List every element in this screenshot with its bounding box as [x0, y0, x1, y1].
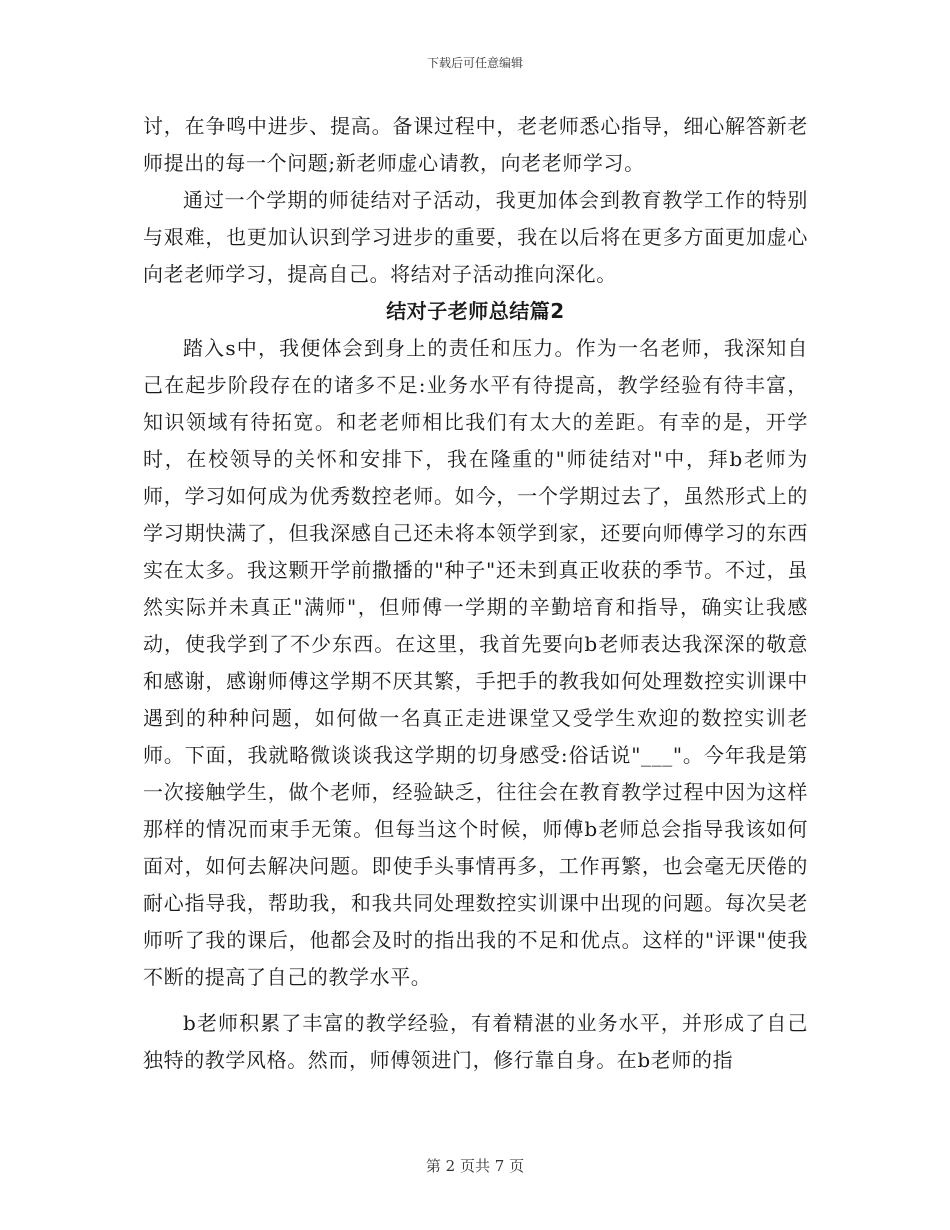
section-title: 结对子老师总结篇2: [386, 299, 565, 323]
document-body: [143, 108, 808, 1079]
page-footer: 第 2 页共 7 页: [425, 1157, 525, 1175]
page-header: 下载后可任意编辑: [426, 56, 523, 70]
paragraph-3: 踏入s中，我便体会到身上的责任和压力。作为一名老师，我深知自己在起步阶段存在的诸多不足:业务水平有待提高，教学经验有待丰富，知识领域有待拓宽。和老老师相比我们有太大的差距。有幸的是，开学时，在校领导的关怀和安排下，我在隆重的"师徒结对"中，拜b老师为师，学习如何成为优秀数控老师。如今，一个学期过去了，虽然形式上的学习期快满了，但我深感自己还未将本领学到家，还要向师傅学习的东西实在太多。我这颗开学前撒播的"种子"还未到真正收获的季节。不过，虽然实际并未真正"满师"，但师傅一学期的辛勤培育和指导，确实让我感动，使我学到了不少东西。在这里，我首先要向b老师表达我深深的敬意和感谢，感谢师傅这学期不厌其繁，手把手的教我如何处理数控实训课中遇到的种种问题，如何做一名真正走进课堂又受学生欢迎的数控实训老师。下面，我就略微谈谈我这学期的切身感受:俗话说"___"。今年我是第一次接触学生，做个老师，经验缺乏，往往会在教育教学过程中因为这样那样的情况而束手无策。但每当这个时候，师傅b老师总会指导我该如何面对，如何去解决问题。即使手头事情再多，工作再繁，也会毫无厌倦的耐心指导我，帮助我，和我共同处理数控实训课中出现的问题。每次吴老师听了我的课后，他都会及时的指出我的不足和优点。这样的"评课"使我不断的提高了自己的教学水平。: [143, 336, 808, 989]
paragraph-gap: [143, 996, 808, 1005]
paragraph-4: b老师积累了丰富的教学经验，有着精湛的业务水平，并形成了自己独特的教学风格。然而，师傅领进门，修行靠自身。在b老师的指: [143, 1011, 808, 1072]
paragraph-1: 讨，在争鸣中进步、提高。备课过程中，老老师悉心指导，细心解答新老师提出的每一个问题;新老师虚心请教，向老老师学习。: [143, 114, 808, 175]
paragraph-2: 通过一个学期的师徒结对子活动，我更加体会到教育教学工作的特别与艰难，也更加认识到学习进步的重要，我在以后将在更多方面更加虚心向老老师学习，提高自己。将结对子活动推向深化。: [143, 188, 808, 286]
